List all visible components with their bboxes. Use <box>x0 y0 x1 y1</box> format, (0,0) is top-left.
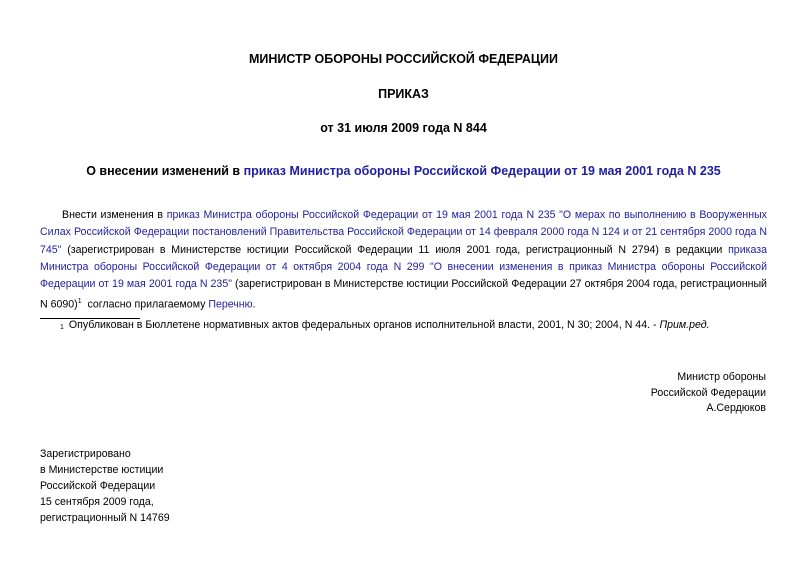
footnote-editor-note: Прим.ред. <box>659 319 710 331</box>
footnote-text: Опубликован в Бюллетене нормативных актов федеральных органов исполнительной власти, 2001, N 30; 2004, N 44. - <box>65 319 660 331</box>
body-text-2: (зарегистрирован в Министерстве юстиции Российской Федерации 11 июля 2001 года, регистрационный N 2794) в редакции <box>61 243 729 256</box>
document-title <box>0 164 807 178</box>
body-text-5: . <box>252 299 256 312</box>
body-text-4: согласно прилагаемому <box>81 299 209 312</box>
title-link[interactable]: приказ Министра обороны Российской Федерации от 19 мая 2001 года N 235 <box>243 164 721 178</box>
title-prefix: О внесении изменений в <box>86 164 244 178</box>
body-link-list[interactable]: Перечню <box>208 299 253 312</box>
signature-position: Министр обороны <box>677 371 766 383</box>
registration-line-1: Зарегистрировано <box>40 448 131 460</box>
registration-date: 15 сентября 2009 года, <box>40 496 154 508</box>
doc-type-heading: ПРИКАЗ <box>378 87 429 101</box>
body-link-order-235[interactable]: приказ Министра обороны Российской Федерации от 19 мая 2001 года N 235 "О мерах по выполнению в Вооруженных Силах Российской Федерации постановлений Правительства Российской Федерации от 14 февраля 2000 года N 124 и от 21 сентября 2000 года N 745" <box>40 209 767 256</box>
registration-line-2: в Министерстве юстиции <box>40 464 164 476</box>
signature-block <box>651 370 766 417</box>
body-paragraph <box>40 207 767 314</box>
registration-block <box>40 446 170 526</box>
registration-line-3: Российской Федерации <box>40 480 156 492</box>
footnote-mark: 1 <box>60 324 64 331</box>
body-link-order-299[interactable]: приказа Министра обороны Российской Федерации от 4 октября 2004 года N 299 "О внесении изменения в приказ Министра обороны Российской Федерации от 19 мая 2001 года N 235" <box>40 243 767 291</box>
body-text-1: Внести изменения в <box>62 209 167 221</box>
body-text-3: (зарегистрирован в Министерстве юстиции Российской Федерации 27 октября 2004 года, регистрационный N 6090) <box>40 278 767 312</box>
signature-country: Российской Федерации <box>650 386 766 399</box>
issuer-heading: МИНИСТР ОБОРОНЫ РОССИЙСКОЙ ФЕДЕРАЦИИ <box>248 52 558 66</box>
footnote <box>60 319 710 331</box>
footnote-reference: 1 <box>77 298 82 306</box>
signature-name: А.Сердюков <box>706 402 766 414</box>
date-number-heading: от 31 июля 2009 года N 844 <box>320 121 487 135</box>
registration-number: регистрационный N 14769 <box>40 512 170 524</box>
